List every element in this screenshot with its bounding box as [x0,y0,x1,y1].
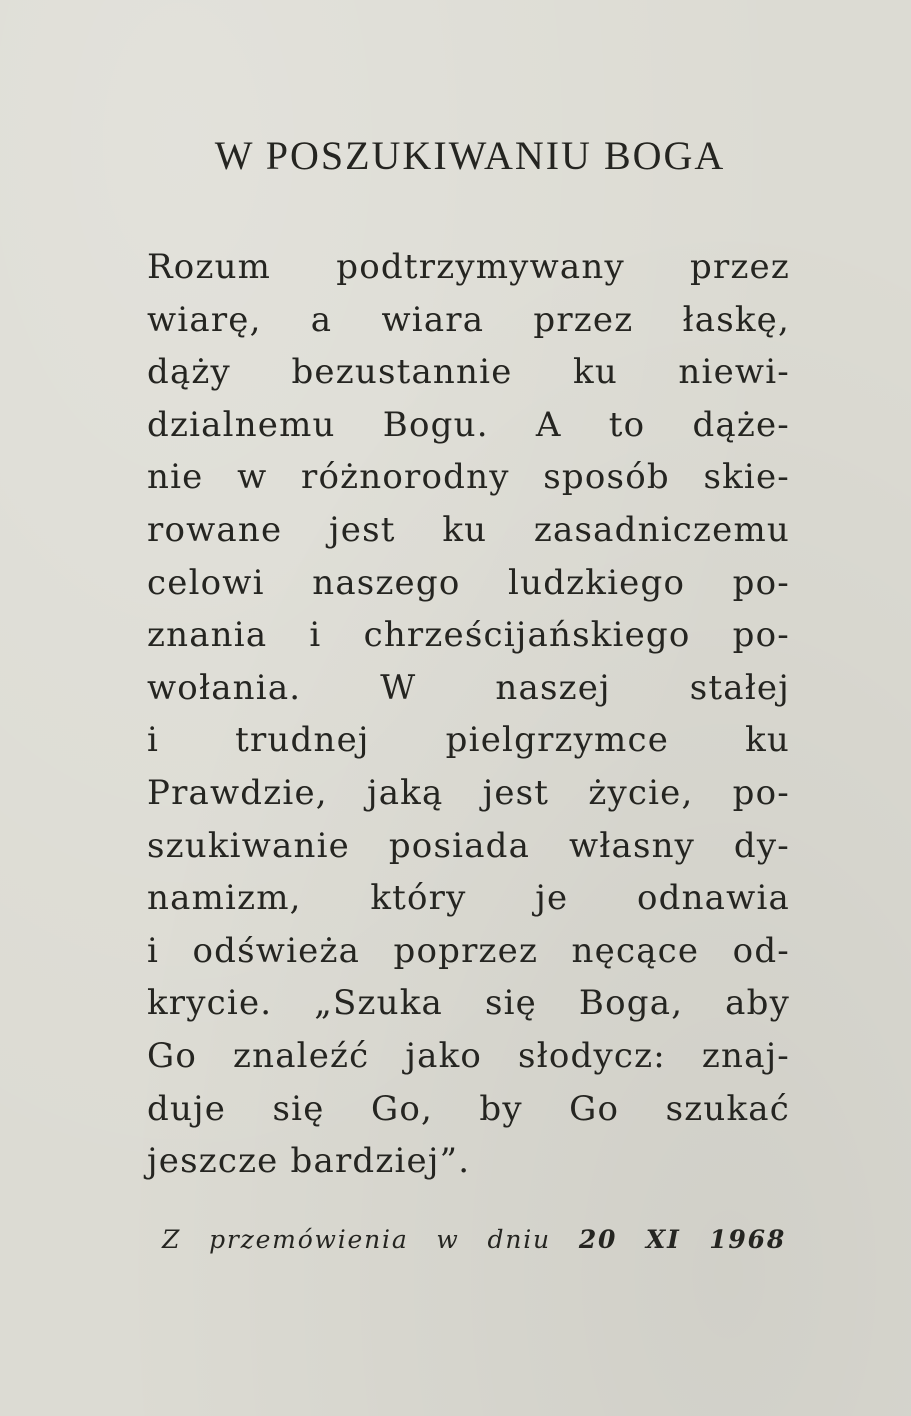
document-title: W POSZUKIWANIU BOGA [214,133,726,178]
body-line: Go znaleźć jako słodycz: znaj- [147,1035,790,1076]
body-line: wołania. W naszej stałej [147,667,790,708]
source-date: 20 XI 1968 [578,1225,787,1254]
body-line: nie w różnorodny sposób skie- [147,457,790,498]
body-line: krycie. „Szuka się Boga, aby [147,983,790,1024]
body-line: Prawdzie, jaką jest życie, po- [147,772,790,813]
source-citation [162,1220,786,1260]
body-line: wiarę, a wiara przez łaskę, [147,299,790,340]
body-line: znania i chrześcijańskiego po- [147,615,790,656]
body-line: Rozum podtrzymywany przez [147,247,790,287]
body-line: duje się Go, by Go szukać [147,1088,790,1129]
body-line: dzialnemu Bogu. A to dąże- [147,404,790,445]
body-line: celowi naszego ludzkiego po- [147,562,790,603]
body-line-last: jeszcze bardziej”. [147,1141,471,1182]
source-prefix: Z przemówienia w dniu [162,1225,551,1254]
body-line: namizm, który je odnawia [147,878,790,919]
document-body [147,241,790,1188]
body-line: i trudnej pielgrzymce ku [147,720,790,761]
body-line: i odświeża poprzez nęcące od- [147,930,790,971]
body-line: rowane jest ku zasadniczemu [147,509,790,550]
body-line: szukiwanie posiada własny dy- [147,825,790,866]
body-line: dąży bezustannie ku niewi- [147,352,790,393]
